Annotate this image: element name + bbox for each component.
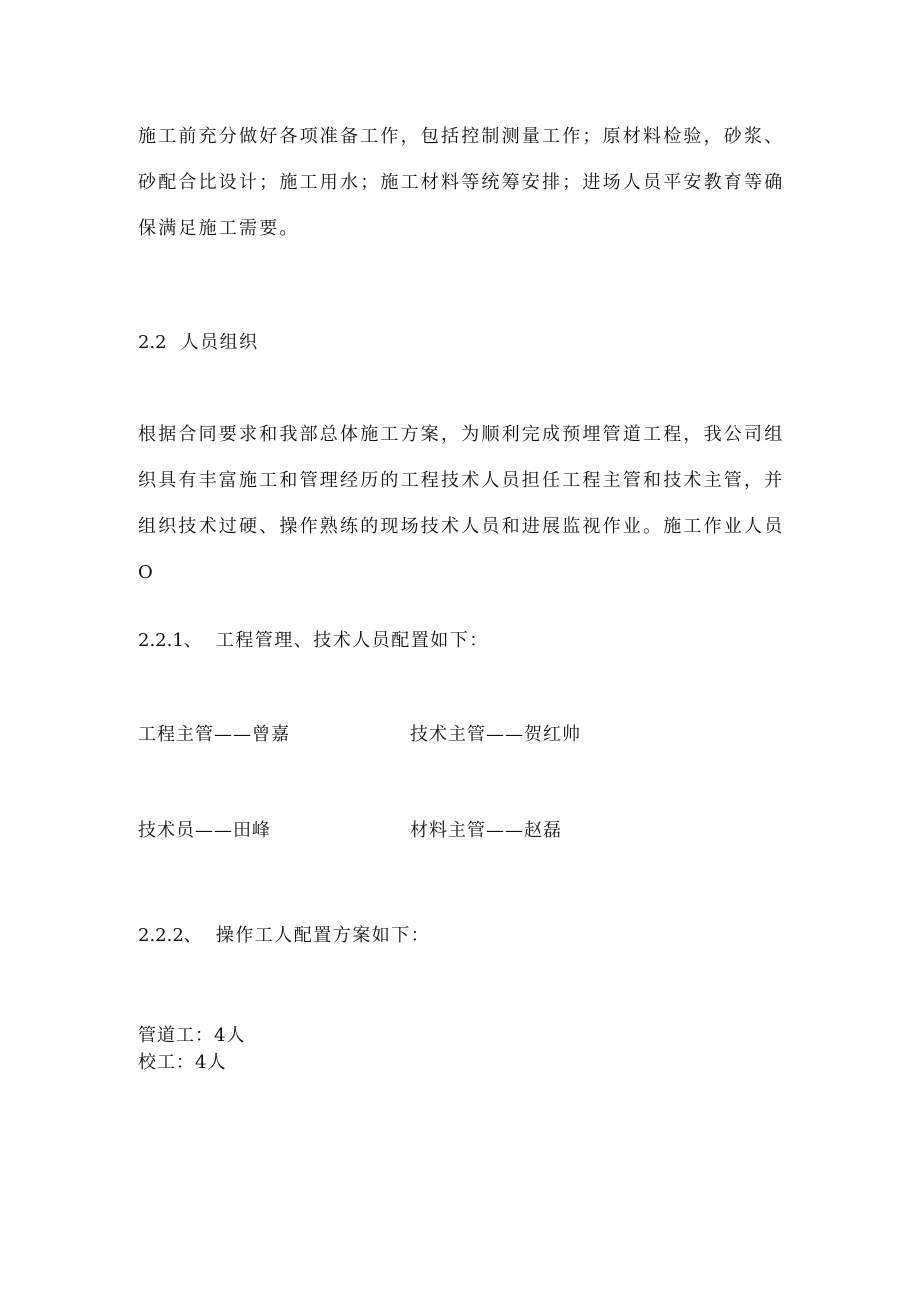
worker-entry: 管道工：4人 bbox=[138, 1025, 246, 1046]
staff-entry: 技术员——田峰 bbox=[138, 820, 271, 841]
section-heading-2-2-1 bbox=[138, 626, 489, 652]
section-heading-2-2-2 bbox=[138, 921, 430, 947]
worker-entry: 校工：4人 bbox=[138, 1052, 227, 1073]
section-number: 2.2 bbox=[138, 332, 167, 353]
staff-row bbox=[138, 816, 786, 846]
section-title: 人员组织 bbox=[180, 332, 259, 353]
staff-row bbox=[138, 720, 786, 750]
intro-paragraph: 施工前充分做好各项准备工作，包括控制测量工作；原材料检验，砂浆、砂配合比设计；施工用水；施工材料等统筹安排；进场人员平安教育等确保满足施工需要。 bbox=[138, 126, 785, 239]
section-heading-2-2 bbox=[138, 328, 259, 354]
section-title: 工程管理、技术人员配置如下： bbox=[215, 630, 489, 651]
staff-entry: 工程主管——曾嘉 bbox=[138, 724, 290, 745]
section-number: 2.2.1、 bbox=[138, 630, 202, 651]
section-title: 操作工人配置方案如下： bbox=[215, 925, 431, 946]
staff-entry: 材料主管——赵磊 bbox=[410, 820, 562, 841]
staff-entry: 技术主管——贺红帅 bbox=[410, 724, 581, 745]
personnel-paragraph: 根据合同要求和我部总体施工方案，为顺利完成预埋管道工程，我公司组织具有丰富施工和管理经历的工程技术人员担任工程主管和技术主管，并组织技术过硬、操作熟练的现场技术人员和进展监视作业。施工作业人员O bbox=[138, 424, 785, 583]
section-number: 2.2.2、 bbox=[138, 925, 202, 946]
